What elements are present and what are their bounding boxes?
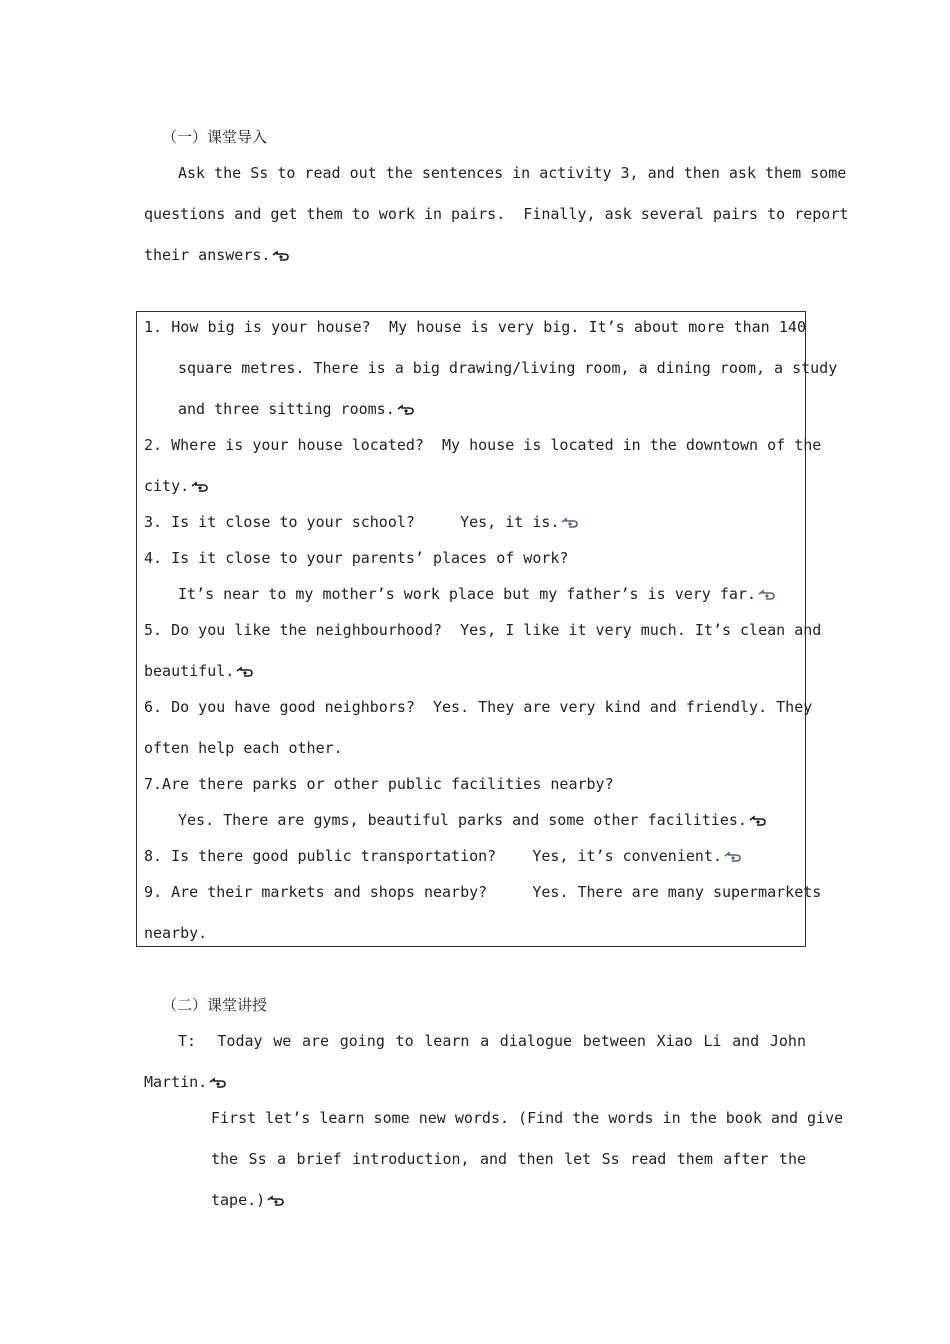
words-line-3: tape.)	[211, 1190, 284, 1210]
qa-6-line-2: often help each other.	[144, 739, 343, 757]
intro-line-2: questions and get them to work in pairs. Finally, ask several pairs to report	[144, 205, 849, 223]
qa-5-line-2: beautiful.	[144, 661, 253, 681]
qa-4-line-1: 4. Is it close to your parents’ places of work?	[144, 549, 569, 567]
qa-2-line-1: 2. Where is your house located? My house is located in the downtown of the	[144, 436, 822, 454]
qa-6-line-1: 6. Do you have good neighbors? Yes. They are very kind and friendly. They	[144, 698, 813, 716]
qa-2-line-2: city.	[144, 476, 208, 496]
words-line-1: First let’s learn some new words. (Find the words in the book and give	[211, 1109, 844, 1127]
lecture-line-2: Martin.	[144, 1072, 226, 1092]
section-heading-2: （二）课堂讲授	[162, 996, 268, 1014]
qa-9-line-2: nearby.	[144, 924, 208, 942]
qa-5-line-1: 5. Do you like the neighbourhood? Yes, I like it very much. It’s clean and	[144, 621, 822, 639]
qa-1-line-1: 1. How big is your house? My house is very big. It’s about more than 140	[144, 318, 806, 336]
intro-line-3: their answers.	[144, 245, 289, 265]
qa-1-line-2: square metres. There is a big drawing/living room, a dining room, a study	[178, 359, 838, 377]
return-mark-icon	[191, 481, 208, 492]
return-mark-icon	[397, 404, 414, 415]
return-mark-icon	[724, 851, 741, 862]
qa-3-line: 3. Is it close to your school? Yes, it is.	[144, 512, 578, 532]
return-mark-icon	[561, 517, 578, 528]
qa-8-line: 8. Is there good public transportation? Yes, it’s convenient.	[144, 846, 741, 866]
qa-7-line-1: 7.Are there parks or other public facilities nearby?	[144, 775, 614, 793]
section-heading-1: （一）课堂导入	[162, 128, 268, 146]
return-mark-icon	[209, 1077, 226, 1088]
return-mark-icon	[272, 250, 289, 261]
intro-line-1: Ask the Ss to read out the sentences in activity 3, and then ask them some	[178, 164, 847, 182]
return-mark-icon	[749, 815, 766, 826]
words-line-2: the Ss a brief introduction, and then let Ss read them after the	[211, 1150, 806, 1168]
return-mark-icon	[267, 1195, 284, 1206]
lecture-line-1: T: Today we are going to learn a dialogue between Xiao Li and John	[178, 1032, 806, 1050]
qa-1-line-3: and three sitting rooms.	[178, 399, 414, 419]
qa-9-line-1: 9. Are their markets and shops nearby? Yes. There are many supermarkets	[144, 883, 822, 901]
qa-4-line-2: It’s near to my mother’s work place but my father’s is very far.	[178, 584, 775, 604]
return-mark-icon	[758, 589, 775, 600]
qa-7-line-2: Yes. There are gyms, beautiful parks and some other facilities.	[178, 810, 766, 830]
return-mark-icon	[236, 666, 253, 677]
